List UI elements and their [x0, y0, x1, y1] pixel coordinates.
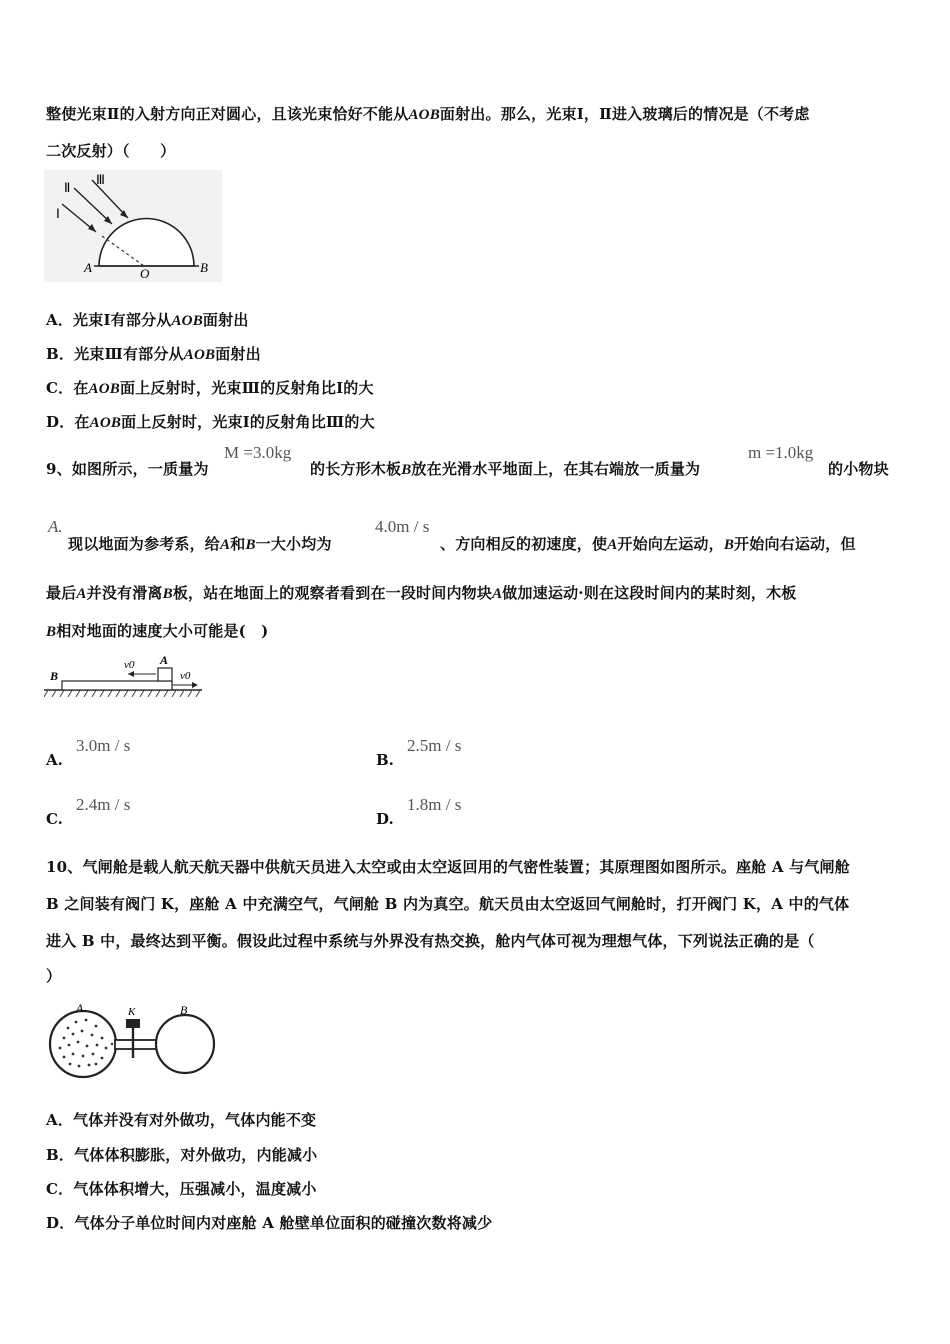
ground-hatch [44, 690, 200, 697]
q8-option-a[interactable]: A．光束Ⅰ有部分从AOB面射出 [46, 311, 249, 329]
q9-stem-line2b: 、方向相反的初速度，使A开始向左运动，B开始向右运动，但 [440, 535, 856, 553]
q9-stem-line4: B相对地面的速度大小可能是( ) [46, 622, 269, 640]
valve-K [126, 1019, 140, 1028]
label-block-A: A [160, 653, 169, 667]
q9-option-c-value[interactable]: 2.4m / s [76, 795, 131, 814]
q9-option-c-label[interactable]: C. [46, 810, 63, 828]
label-III: Ⅲ [96, 172, 105, 187]
q9-option-a-value[interactable]: 3.0m / s [76, 736, 131, 755]
label-board-B: B [50, 669, 59, 683]
q9-stem-p4: 的小物块 [828, 460, 889, 478]
q9-option-b-value[interactable]: 2.5m / s [407, 736, 462, 755]
q8-stem-line-2: 二次反射）（ ） [46, 142, 176, 160]
q9-A-symbol: A. [48, 517, 63, 536]
q9-board-figure [44, 652, 204, 702]
q10-stem-line-4: ） [46, 967, 62, 985]
q10-airlock-figure [46, 1000, 218, 1080]
label-v0-right: v0 [180, 670, 191, 682]
q9-option-d-label[interactable]: D. [376, 810, 394, 828]
q8-semicircle-figure [44, 170, 222, 282]
q9-option-d-value[interactable]: 1.8m / s [407, 795, 462, 814]
q10-stem-line-3: 进入 B 中，最终达到平衡。假设此过程中系统与外界没有热交换，舱内气体可视为理想气体，下列说法正确的是（ [46, 932, 815, 950]
label-A: A [84, 260, 92, 275]
q8-option-c[interactable]: C．在AOB面上反射时，光束Ⅲ的反射角比Ⅰ的大 [46, 379, 374, 397]
q9-stem-line3: 最后A并没有滑离B板，站在地面上的观察者看到在一段时间内物块A做加速运动·则在这段时间内的某时刻，木板 [46, 584, 797, 602]
q10-stem-line-2: B 之间装有阀门 K，座舱 A 中充满空气，气闸舱 B 内为真空。航天员由太空返回气闸舱时，打开阀门 K，A 中的气体 [46, 895, 850, 913]
q10-option-c[interactable]: C．气体体积增大，压强减小，温度减小 [46, 1180, 317, 1198]
q9-option-a-label[interactable]: A. [46, 751, 63, 769]
label-O: O [140, 266, 150, 281]
q8-stem-line-1: 整使光束Ⅱ的入射方向正对圆心，且该光束恰好不能从AOB面射出。那么，光束Ⅰ，Ⅱ进入玻璃后的情况是（不考虑 [46, 105, 810, 123]
q8-option-d[interactable]: D．在AOB面上反射时，光束Ⅰ的反射角比Ⅲ的大 [46, 413, 375, 431]
q10-option-b[interactable]: B．气体体积膨胀，对外做功，内能减小 [46, 1146, 318, 1164]
label-K: K [128, 1006, 136, 1018]
chamber-B [156, 1015, 214, 1073]
q9-mass-M: M =3.0kg [224, 443, 292, 462]
label-B: B [180, 1003, 188, 1017]
q9-option-b-label[interactable]: B. [376, 751, 394, 769]
label-I: Ⅰ [56, 206, 60, 221]
label-B: B [200, 260, 208, 275]
q9-stem-p2: 的长方形木板B放在光滑水平地面上，在其右端放一质量为 [310, 460, 701, 478]
cabin-A [50, 1011, 116, 1077]
label-II: Ⅱ [64, 180, 71, 195]
board-B [62, 681, 172, 690]
q9-speed: 4.0m / s [375, 517, 430, 536]
label-v0-left: v0 [124, 659, 135, 671]
q10-option-a[interactable]: A．气体并没有对外做功，气体内能不变 [46, 1111, 317, 1129]
q9-stem-line2a: 现以地面为参考系，给A和B一大小均为 [68, 535, 332, 553]
q9-mass-m: m =1.0kg [748, 443, 814, 462]
aob-term: AOB [408, 107, 440, 123]
q9-stem-p1: 9、如图所示，一质量为 [46, 460, 209, 478]
label-A: A [76, 1001, 84, 1015]
q10-option-d[interactable]: D．气体分子单位时间内对座舱 A 舱壁单位面积的碰撞次数将减少 [46, 1214, 493, 1232]
block-A [158, 668, 172, 681]
q8-option-b[interactable]: B．光束Ⅲ有部分从AOB面射出 [46, 345, 261, 363]
q10-stem-line-1: 10、气闸舱是载人航天航天器中供航天员进入太空或由太空返回用的气密性装置；其原理图如图所示。座舱 A 与气闸舱 [46, 858, 850, 876]
